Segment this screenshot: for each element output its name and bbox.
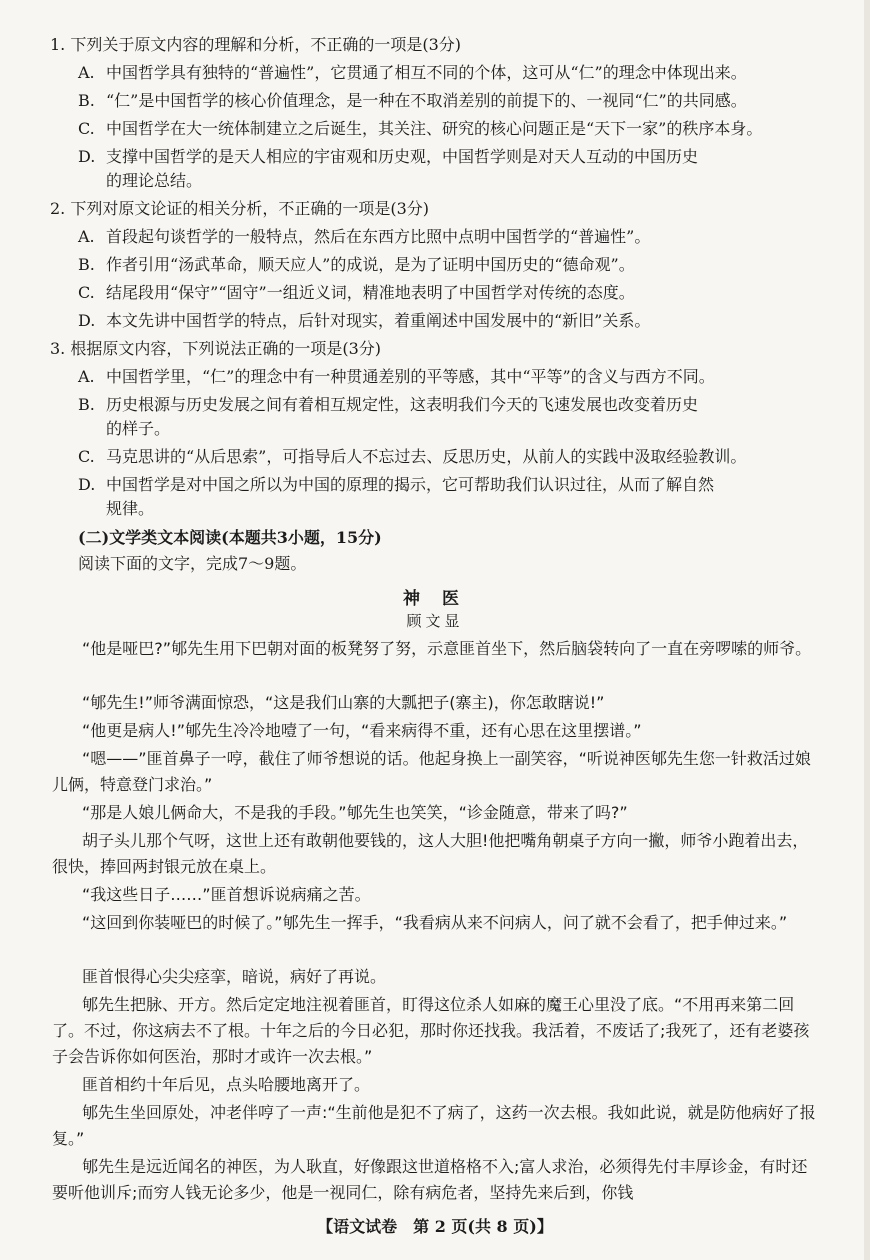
story-paragraph-3	[52, 718, 822, 744]
story-paragraph-4	[52, 746, 822, 798]
option-label: A.	[78, 227, 95, 246]
option-text: 作者引用“汤武革命，顺天应人”的成说，是为了证明中国历史的“德命观”。	[106, 255, 635, 274]
option-label: C.	[78, 447, 95, 466]
option-text: 结尾段用“保守”“固守”一组近义词，精准地表明了中国哲学对传统的态度。	[106, 283, 635, 302]
question-1-option-c	[78, 118, 762, 140]
question-1-option-d	[78, 146, 698, 168]
story-paragraph-11	[52, 1072, 822, 1098]
question-3-option-d	[78, 474, 714, 496]
option-label: B.	[78, 255, 95, 274]
story-paragraph-12	[52, 1100, 822, 1152]
option-label: A.	[78, 367, 95, 386]
story-paragraph-6	[52, 828, 822, 880]
story-paragraph-7	[52, 882, 822, 908]
paragraph-text: 胡子头儿那个气呀，这世上还有敢朝他要钱的，这人大胆!他把嘴角朝桌子方向一撇，师爷小跑着出去，很快，捧回两封银元放在桌上。	[52, 831, 809, 876]
option-label: D.	[78, 475, 96, 494]
story-author: 顾文显	[406, 612, 464, 630]
option-text: 支撑中国哲学的是天人相应的宇宙观和历史观，中国哲学则是对天人互动的中国历史	[106, 147, 699, 166]
story-paragraph-8	[52, 910, 822, 936]
scan-edge	[864, 0, 870, 1260]
paragraph-text: 匪首相约十年后见，点头哈腰地离开了。	[82, 1075, 371, 1094]
option-text: 本文先讲中国哲学的特点，后针对现实，着重阐述中国发展中的“新旧”关系。	[106, 311, 651, 330]
option-label: D.	[78, 311, 96, 330]
section-instruction: 阅读下面的文字，完成7～9题。	[78, 554, 307, 573]
paragraph-text: 匪首恨得心尖尖痉挛，暗说，病好了再说。	[82, 967, 387, 986]
option-text: 中国哲学里，“仁”的理念中有一种贯通差别的平等感，其中“平等”的含义与西方不同。	[106, 367, 715, 386]
option-text: 马克思讲的“从后思索”，可指导后人不忘过去、反思历史，从前人的实践中汲取经验教训。	[106, 447, 747, 466]
story-paragraph-13	[52, 1154, 822, 1206]
question-2-stem: 2. 下列对原文论证的相关分析，不正确的一项是(3分)	[50, 199, 430, 218]
option-label: C.	[78, 119, 95, 138]
story-paragraph-2	[52, 690, 822, 716]
paragraph-text: 郇先生坐回原处，冲老伴哼了一声:“生前他是犯不了病了，这药一次去根。我如此说，就是防他病好了报复。”	[52, 1103, 816, 1148]
paragraph-text: “嗯——”匪首鼻子一哼，截住了师爷想说的话。他起身换上一副笑容，“听说神医郇先生您一针救活过娘儿俩，特意登门求治。”	[52, 749, 811, 794]
option-label: B.	[78, 91, 95, 110]
option-text: “仁”是中国哲学的核心价值理念，是一种在不取消差别的前提下的、一视同“仁”的共同感。	[106, 91, 747, 110]
option-label: C.	[78, 283, 95, 302]
paragraph-text: “他更是病人!”郇先生冷冷地噎了一句，“看来病得不重，还有心思在这里摆谱。”	[82, 721, 642, 740]
page-footer: 【语文试卷 第 2 页(共 8 页)】	[317, 1217, 553, 1236]
option-text: 首段起句谈哲学的一般特点，然后在东西方比照中点明中国哲学的“普遍性”。	[106, 227, 651, 246]
question-3-stem: 3. 根据原文内容，下列说法正确的一项是(3分)	[50, 339, 382, 358]
paragraph-text: “这回到你装哑巴的时候了。”郇先生一挥手，“我看病从来不问病人，问了就不会看了，把手伸过来。”	[82, 913, 788, 932]
option-text: 中国哲学在大一统体制建立之后诞生，其关注、研究的核心问题正是“天下一家”的秩序本身。	[106, 119, 763, 138]
option-text: 中国哲学具有独特的“普遍性”，它贯通了相互不同的个体，这可从“仁”的理念中体现出来。	[106, 63, 747, 82]
option-label: D.	[78, 147, 96, 166]
story-paragraph-5	[52, 800, 822, 826]
question-2-option-a	[78, 226, 650, 248]
paragraph-text: 郇先生把脉、开方。然后定定地注视着匪首，盯得这位杀人如麻的魔王心里没了底。“不用再来第二回了。不过，你这病去不了根。十年之后的今日必犯，那时你还找我。我活着，不废话了;我死了，还有老婆孩子会告诉你如何医治，那时才或许一次去根。”	[52, 995, 810, 1066]
question-3-option-a	[78, 366, 715, 388]
question-1-option-d-continuation: 的理论总结。	[106, 171, 203, 190]
question-1-option-b	[78, 90, 747, 112]
story-paragraph-1	[52, 636, 822, 662]
option-label: B.	[78, 395, 95, 414]
question-2-option-c	[78, 282, 635, 304]
question-1-option-a	[78, 62, 747, 84]
paragraph-text: “他是哑巴?”郇先生用下巴朝对面的板凳努了努，示意匪首坐下，然后脑袋转向了一直在旁啰嗦的师爷。	[82, 639, 812, 658]
question-3-option-c	[78, 446, 746, 468]
paragraph-text: “那是人娘儿俩命大，不是我的手段。”郇先生也笑笑，“诊金随意，带来了吗?”	[82, 803, 628, 822]
option-text: 中国哲学是对中国之所以为中国的原理的揭示，它可帮助我们认识过往，从而了解自然	[106, 475, 715, 494]
question-2-option-b	[78, 254, 635, 276]
story-paragraph-9	[52, 964, 822, 990]
question-3-option-b	[78, 394, 698, 416]
question-3-option-b-continuation: 的样子。	[106, 419, 171, 438]
question-3-option-d-continuation: 规律。	[106, 499, 155, 518]
option-label: A.	[78, 63, 95, 82]
story-paragraph-10	[52, 992, 822, 1070]
option-text: 历史根源与历史发展之间有着相互规定性，这表明我们今天的飞速发展也改变着历史	[106, 395, 699, 414]
section-heading: (二)文学类文本阅读(本题共3小题，15分)	[78, 528, 382, 547]
paragraph-text: “郇先生!”师爷满面惊恐，“这是我们山寨的大瓢把子(寨主)，你怎敢瞎说!”	[82, 693, 605, 712]
question-1-stem: 1. 下列关于原文内容的理解和分析，不正确的一项是(3分)	[50, 35, 462, 54]
paragraph-text: “我这些日子……”匪首想诉说病痛之苦。	[82, 885, 371, 904]
question-2-option-d	[78, 310, 650, 332]
paragraph-text: 郇先生是远近闻名的神医，为人耿直，好像跟这世道格格不入;富人求治，必须得先付丰厚诊金，有时还要听他训斥;而穷人钱无论多少，他是一视同仁，除有病危者，坚持先来后到，你钱	[52, 1157, 808, 1202]
story-title: 神 医	[403, 589, 467, 609]
